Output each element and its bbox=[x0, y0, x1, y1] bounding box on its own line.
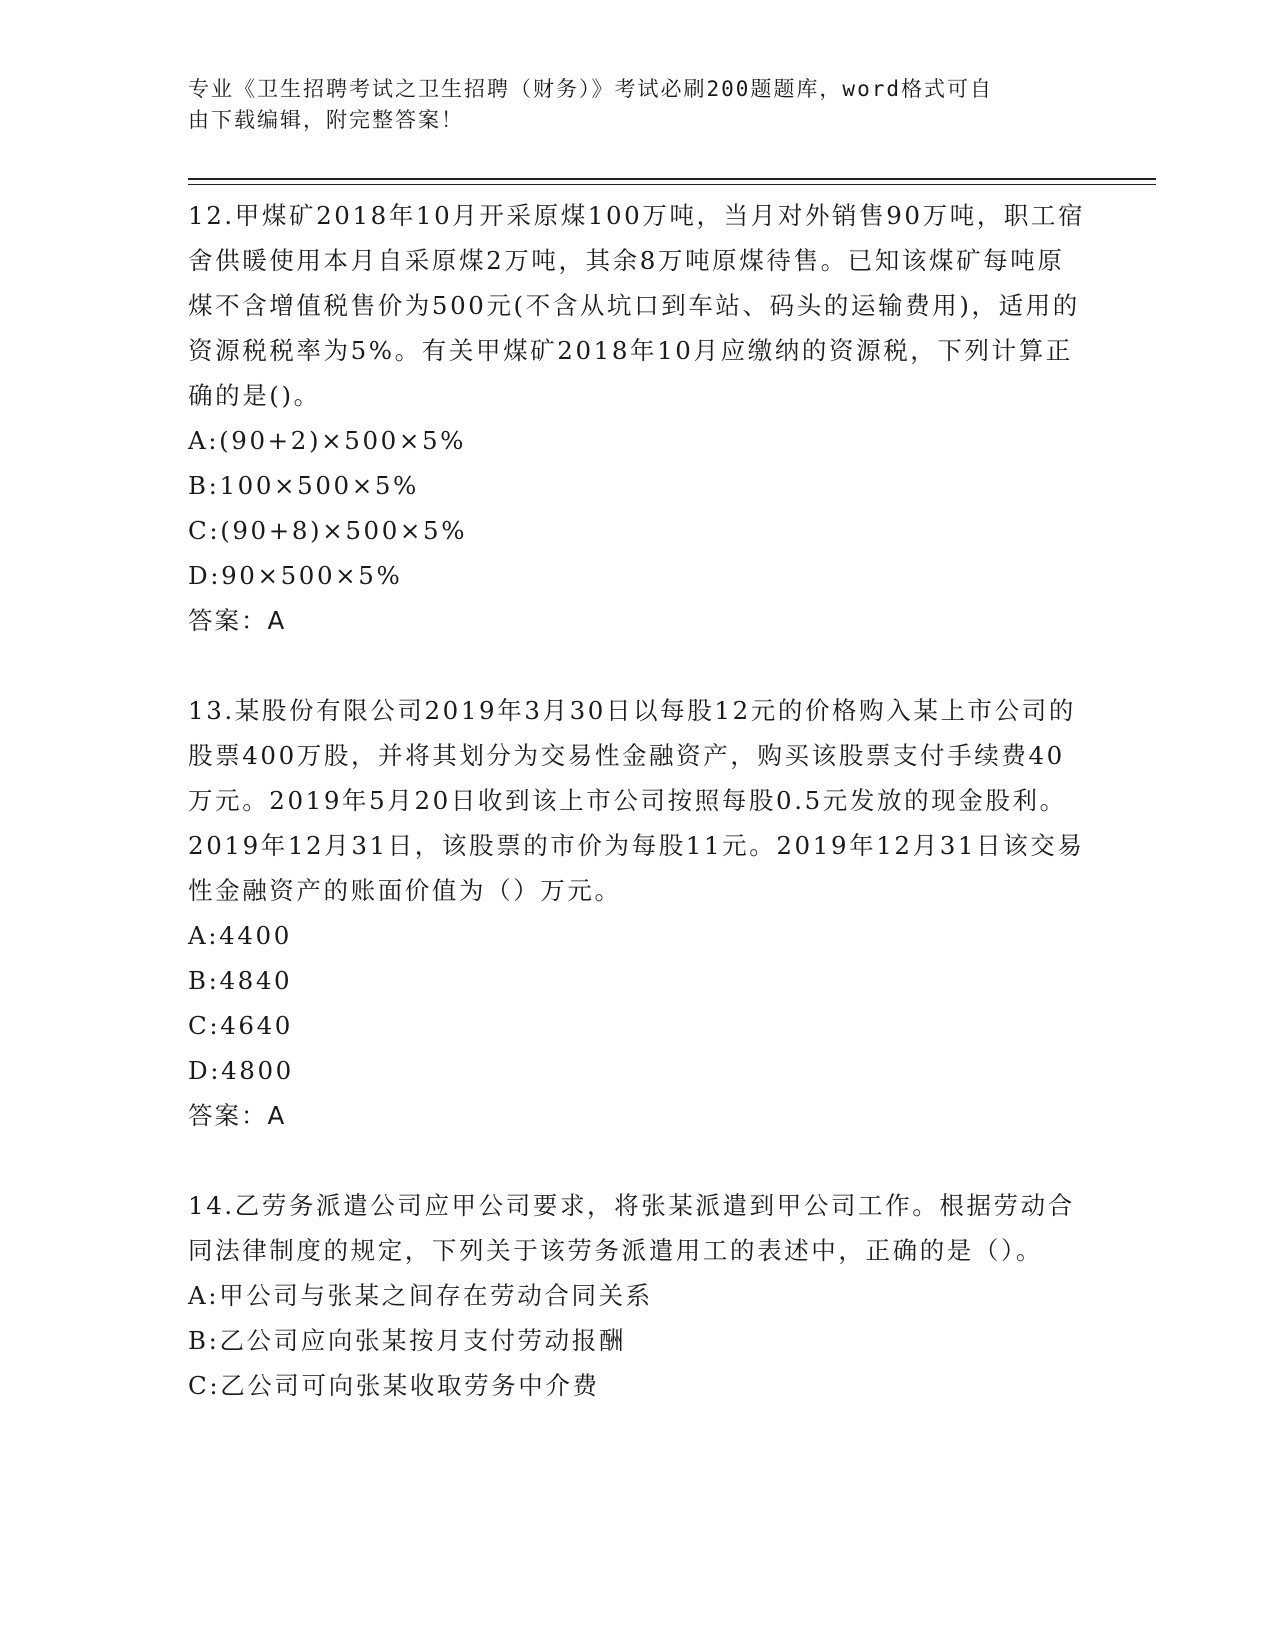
answer: 答案：A bbox=[188, 1101, 287, 1130]
option-d: D:90×500×5% bbox=[188, 561, 403, 590]
header-divider-thick bbox=[188, 178, 1156, 180]
option-a: A:甲公司与张某之间存在劳动合同关系 bbox=[188, 1281, 653, 1310]
option-b: B:乙公司应向张某按月支付劳动报酬 bbox=[188, 1326, 626, 1355]
question-stem: 12.甲煤矿2018年10月开采原煤100万吨，当月对外销售90万吨，职工宿舍供暖使用本月自采原煤2万吨，其余8万吨原煤待售。已知该煤矿每吨原煤不含增值税售价为500元(不含从坑口到车站、码头的运输费用)，适用的资源税税率为5%。有关甲煤矿2018年10月应缴纳的资源税，下列计算正确的是()。 bbox=[188, 201, 1086, 410]
question-12 bbox=[188, 193, 1088, 643]
question-stem: 14.乙劳务派遣公司应甲公司要求，将张某派遣到甲公司工作。根据劳动合同法律制度的规定，下列关于该劳务派遣用工的表述中，正确的是（）。 bbox=[188, 1191, 1075, 1265]
header-divider-thin bbox=[188, 184, 1156, 185]
document-header bbox=[188, 74, 1068, 136]
header-line-1: 专业《卫生招聘考试之卫生招聘（财务）》考试必刷200题题库，word格式可自 bbox=[188, 77, 993, 101]
answer: 答案：A bbox=[188, 606, 287, 635]
question-13 bbox=[188, 688, 1088, 1138]
option-a: A:(90+2)×500×5% bbox=[188, 426, 467, 455]
option-c: C:(90+8)×500×5% bbox=[188, 516, 468, 545]
option-b: B:4840 bbox=[188, 966, 293, 995]
option-c: C:4640 bbox=[188, 1011, 293, 1040]
option-b: B:100×500×5% bbox=[188, 471, 419, 500]
header-line-2: 由下载编辑，附完整答案！ bbox=[188, 108, 464, 132]
option-d: D:4800 bbox=[188, 1056, 294, 1085]
question-stem: 13.某股份有限公司2019年3月30日以每股12元的价格购入某上市公司的股票400万股，并将其划分为交易性金融资产，购买该股票支付手续费40万元。2019年5月20日收到该上市公司按照每股0.5元发放的现金股利。2019年12月31日，该股票的市价为每股11元。2019年12月31日该交易性金融资产的账面价值为（）万元。 bbox=[188, 696, 1085, 905]
question-14 bbox=[188, 1183, 1088, 1408]
question-list bbox=[188, 193, 1088, 1408]
option-c: C:乙公司可向张某收取劳务中介费 bbox=[188, 1371, 600, 1400]
option-a: A:4400 bbox=[188, 921, 292, 950]
